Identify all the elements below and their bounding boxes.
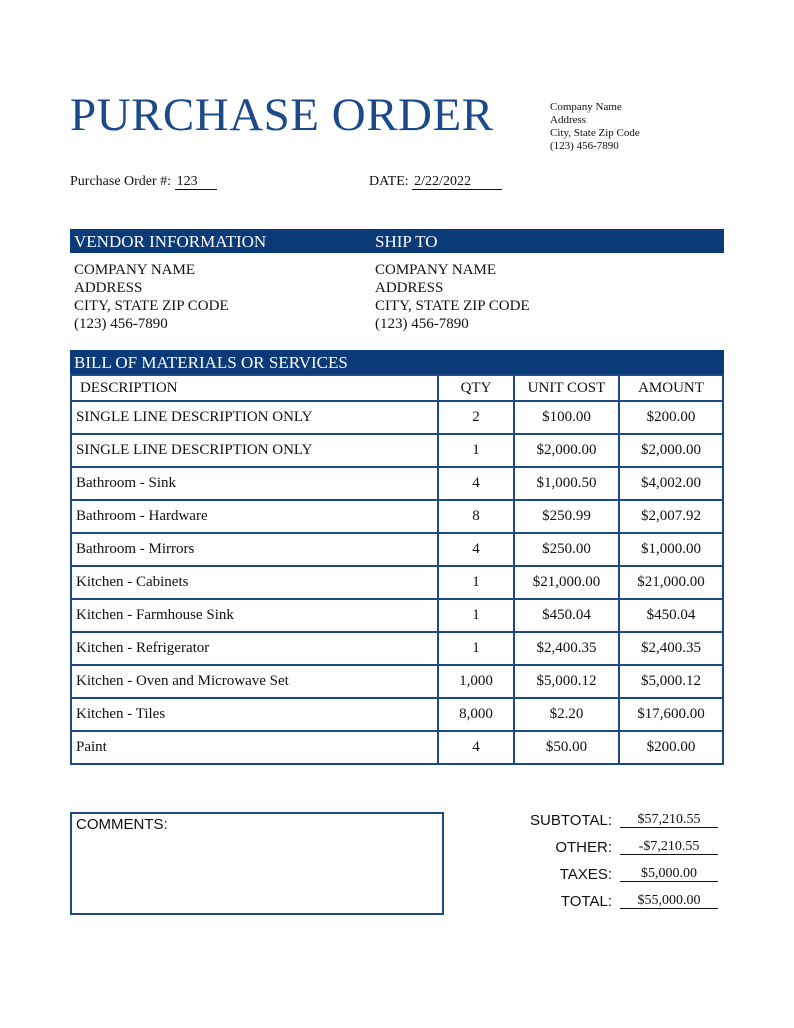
ship-to-address — [375, 261, 530, 333]
item-amount[interactable]: $200.00 — [619, 401, 723, 434]
date-label: DATE: — [369, 174, 409, 189]
item-description[interactable]: SINGLE LINE DESCRIPTION ONLY — [71, 401, 438, 434]
item-description[interactable]: Bathroom - Sink — [71, 467, 438, 500]
po-number-field — [70, 174, 217, 190]
col-description: DESCRIPTION — [71, 375, 438, 401]
po-number-label: Purchase Order #: — [70, 174, 172, 189]
item-unit-cost[interactable]: $250.99 — [514, 500, 619, 533]
item-amount[interactable]: $2,400.35 — [619, 632, 723, 665]
ship-to-street: ADDRESS — [375, 280, 444, 296]
item-description[interactable]: SINGLE LINE DESCRIPTION ONLY — [71, 434, 438, 467]
ship-to-phone: (123) 456-7890 — [375, 316, 469, 332]
table-row — [71, 401, 723, 434]
table-row — [71, 599, 723, 632]
taxes-row — [500, 864, 730, 891]
bom-table — [70, 374, 724, 765]
ship-to-heading: SHIP TO — [375, 232, 438, 251]
table-row — [71, 467, 723, 500]
item-qty[interactable]: 8,000 — [438, 698, 514, 731]
item-unit-cost[interactable]: $2.20 — [514, 698, 619, 731]
total-row — [500, 891, 730, 918]
other-value[interactable]: -$7,210.55 — [620, 839, 718, 855]
item-unit-cost[interactable]: $50.00 — [514, 731, 619, 764]
item-qty[interactable]: 1 — [438, 599, 514, 632]
item-unit-cost[interactable]: $2,400.35 — [514, 632, 619, 665]
item-amount[interactable]: $2,007.92 — [619, 500, 723, 533]
page-title: PURCHASE ORDER — [70, 89, 494, 141]
item-amount[interactable]: $17,600.00 — [619, 698, 723, 731]
item-description[interactable]: Kitchen - Cabinets — [71, 566, 438, 599]
item-description[interactable]: Bathroom - Mirrors — [71, 533, 438, 566]
item-unit-cost[interactable]: $2,000.00 — [514, 434, 619, 467]
taxes-value[interactable]: $5,000.00 — [620, 866, 718, 882]
table-row — [71, 533, 723, 566]
vendor-heading: VENDOR INFORMATION — [74, 232, 267, 251]
subtotal-value[interactable]: $57,210.55 — [620, 812, 718, 828]
item-qty[interactable]: 1 — [438, 566, 514, 599]
po-number-value[interactable]: 123 — [175, 175, 217, 190]
item-amount[interactable]: $21,000.00 — [619, 566, 723, 599]
vendor-street: ADDRESS — [74, 280, 143, 296]
ship-to-city: CITY, STATE ZIP CODE — [375, 298, 530, 314]
table-row — [71, 665, 723, 698]
col-amount: AMOUNT — [619, 375, 723, 401]
subtotal-row — [500, 810, 730, 837]
ship-to-company: COMPANY NAME — [375, 262, 496, 278]
vendor-city: CITY, STATE ZIP CODE — [74, 298, 229, 314]
item-description[interactable]: Kitchen - Farmhouse Sink — [71, 599, 438, 632]
vendor-shipto-header — [70, 229, 724, 253]
item-description[interactable]: Kitchen - Oven and Microwave Set — [71, 665, 438, 698]
vendor-phone: (123) 456-7890 — [74, 316, 168, 332]
company-phone: (123) 456-7890 — [550, 140, 619, 152]
subtotal-label: SUBTOTAL: — [530, 812, 612, 829]
item-qty[interactable]: 1 — [438, 632, 514, 665]
table-row — [71, 731, 723, 764]
item-qty[interactable]: 2 — [438, 401, 514, 434]
item-qty[interactable]: 1 — [438, 434, 514, 467]
col-unit-cost: UNIT COST — [514, 375, 619, 401]
bom-header — [70, 350, 724, 374]
table-row — [71, 698, 723, 731]
bom-heading: BILL OF MATERIALS OR SERVICES — [74, 353, 348, 372]
item-description[interactable]: Paint — [71, 731, 438, 764]
company-info — [550, 101, 640, 153]
item-unit-cost[interactable]: $250.00 — [514, 533, 619, 566]
item-description[interactable]: Bathroom - Hardware — [71, 500, 438, 533]
other-row — [500, 837, 730, 864]
company-name: Company Name — [550, 101, 622, 113]
item-amount[interactable]: $4,002.00 — [619, 467, 723, 500]
table-header-row — [71, 375, 723, 401]
item-amount[interactable]: $5,000.12 — [619, 665, 723, 698]
total-value[interactable]: $55,000.00 — [620, 893, 718, 909]
table-row — [71, 566, 723, 599]
vendor-address — [74, 261, 229, 333]
item-qty[interactable]: 1,000 — [438, 665, 514, 698]
totals-block — [500, 810, 730, 918]
item-description[interactable]: Kitchen - Refrigerator — [71, 632, 438, 665]
table-row — [71, 434, 723, 467]
comments-box[interactable] — [70, 812, 444, 915]
item-amount[interactable]: $1,000.00 — [619, 533, 723, 566]
item-qty[interactable]: 8 — [438, 500, 514, 533]
table-row — [71, 632, 723, 665]
item-amount[interactable]: $200.00 — [619, 731, 723, 764]
item-qty[interactable]: 4 — [438, 731, 514, 764]
date-field — [369, 174, 502, 190]
date-value[interactable]: 2/22/2022 — [412, 175, 502, 190]
comments-label: COMMENTS: — [76, 816, 168, 833]
item-description[interactable]: Kitchen - Tiles — [71, 698, 438, 731]
item-qty[interactable]: 4 — [438, 533, 514, 566]
item-unit-cost[interactable]: $450.04 — [514, 599, 619, 632]
other-label: OTHER: — [555, 839, 612, 856]
item-amount[interactable]: $2,000.00 — [619, 434, 723, 467]
total-label: TOTAL: — [560, 893, 612, 910]
col-qty: QTY — [438, 375, 514, 401]
company-city: City, State Zip Code — [550, 127, 640, 139]
item-qty[interactable]: 4 — [438, 467, 514, 500]
item-unit-cost[interactable]: $21,000.00 — [514, 566, 619, 599]
vendor-company: COMPANY NAME — [74, 262, 195, 278]
taxes-label: TAXES: — [559, 866, 612, 883]
item-unit-cost[interactable]: $5,000.12 — [514, 665, 619, 698]
item-unit-cost[interactable]: $1,000.50 — [514, 467, 619, 500]
item-unit-cost[interactable]: $100.00 — [514, 401, 619, 434]
item-amount[interactable]: $450.04 — [619, 599, 723, 632]
table-row — [71, 500, 723, 533]
company-address: Address — [550, 114, 587, 126]
